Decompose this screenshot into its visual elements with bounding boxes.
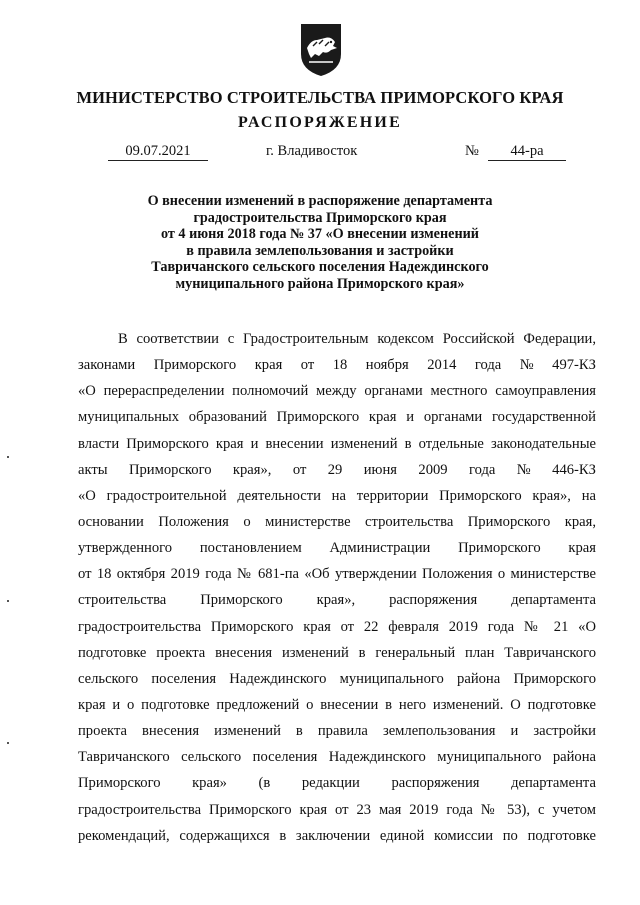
body-word: края [568, 540, 596, 557]
body-word: распоряжения [389, 592, 478, 609]
body-line [78, 457, 596, 483]
body-line-text: муниципальных образований Приморского края и органами государственной [78, 409, 596, 426]
body-line [78, 352, 596, 378]
body-word: строительства [78, 592, 167, 609]
body-line [78, 483, 596, 509]
document-body [78, 326, 596, 849]
margin-mark [7, 600, 9, 602]
body-word: 29 [327, 461, 343, 478]
body-word: края», [316, 592, 356, 609]
body-word: департамента [511, 775, 596, 792]
body-word: края [254, 357, 283, 374]
body-word: от [300, 357, 315, 374]
body-word: постановлением [199, 540, 302, 557]
body-word: и [510, 723, 519, 740]
body-line [78, 509, 596, 535]
body-word: утвержденного [78, 540, 173, 557]
body-word: № [516, 461, 531, 478]
body-line [78, 744, 596, 770]
body-word: проекта [78, 723, 127, 740]
body-line-text: градостроительства Приморского края от 23 мая 2019 года № 53), с учетом [78, 801, 596, 818]
body-word: в [295, 723, 303, 740]
body-line-text: рекомендаций, содержащихся в заключении единой комиссии по подготовке [78, 827, 596, 844]
body-line-text: Тавричанского сельского поселения Надеждинского муниципального района [78, 749, 596, 766]
body-word: края», [232, 461, 272, 478]
subject-line: градостроительства Приморского края [193, 209, 447, 226]
body-word: Приморского [200, 592, 283, 609]
body-word: законами [78, 357, 136, 374]
emblem-icon [297, 18, 345, 78]
body-word: 18 [332, 357, 348, 374]
subject-line: Тавричанского сельского поселения Надеждинского [151, 259, 489, 276]
document-city: г. Владивосток [266, 143, 358, 159]
body-line [78, 378, 596, 404]
body-line [78, 431, 596, 457]
body-word: застройки [533, 723, 596, 740]
body-line-text: градостроительства Приморского края от 22 февраля 2019 года № 21 «О [78, 618, 596, 635]
subject-line: муниципального района Приморского края» [175, 275, 465, 292]
body-line [78, 535, 596, 561]
subject-line: О внесении изменений в распоряжение департамента [147, 193, 493, 209]
body-line [78, 640, 596, 666]
body-line [78, 770, 596, 796]
body-line [78, 561, 596, 587]
body-word: акты [78, 461, 108, 478]
body-word: 446-КЗ [552, 461, 596, 478]
margin-mark [7, 456, 9, 458]
body-word: года [474, 357, 502, 374]
body-word: 2014 [427, 357, 457, 374]
margin-mark [7, 742, 9, 744]
body-word: редакции [301, 775, 360, 792]
ministry-title: МИНИСТЕРСТВО СТРОИТЕЛЬСТВА ПРИМОРСКОГО КРАЯ [76, 88, 564, 107]
body-word: Приморского [128, 461, 212, 478]
body-line-text: сельского поселения Надеждинского муниципального района Приморского [78, 670, 596, 687]
body-word: от [292, 461, 307, 478]
document-type: РАСПОРЯЖЕНИЕ [238, 114, 402, 131]
body-line-text: В соответствии с Градостроительным кодексом Российской Федерации, [118, 331, 596, 347]
body-line [78, 666, 596, 692]
body-line-text: края и о подготовке предложений о внесении в него изменений. О подготовке [78, 696, 596, 713]
number-sign: № [465, 143, 479, 159]
body-word: № [519, 357, 534, 374]
body-line-text: от 18 октября 2019 года № 681-па «Об утверждении Положения о министерстве [78, 566, 596, 583]
body-word: департамента [511, 592, 596, 609]
subject-line: от 4 июня 2018 года № 37 «О внесении изменений [161, 226, 479, 243]
body-line [78, 587, 596, 613]
body-word: правила [317, 723, 368, 740]
body-line [78, 692, 596, 718]
body-word: землепользования [382, 723, 496, 740]
body-line [78, 326, 596, 352]
body-word: изменений [214, 723, 281, 740]
body-word: (в [258, 775, 271, 792]
body-word: июня [363, 461, 397, 478]
body-line [78, 718, 596, 744]
body-line [78, 823, 596, 849]
body-word: Приморского [458, 540, 541, 557]
body-line-text: власти Приморского края и внесении изменений в отдельные законодательные [78, 435, 596, 452]
body-word: внесения [142, 723, 200, 740]
body-line-text: подготовке проекта внесения изменений в генеральный план Тавричанского [78, 644, 596, 661]
body-word: края» [192, 775, 227, 792]
body-word: Приморского [78, 775, 161, 792]
document-date: 09.07.2021 [108, 143, 208, 161]
body-word: Приморского [153, 357, 237, 374]
body-word: распоряжения [391, 775, 480, 792]
document-subject [110, 193, 530, 293]
body-line-text: «О перераспределении полномочий между органами местного самоуправления [78, 383, 596, 400]
body-word: ноября [365, 357, 409, 374]
body-line [78, 614, 596, 640]
body-line-text: «О градостроительной деятельности на территории Приморского края», на [78, 487, 596, 504]
body-word: 497-КЗ [552, 357, 596, 374]
body-word: Администрации [329, 540, 431, 557]
subject-line: в правила землепользования и застройки [186, 242, 454, 259]
body-word: 2009 [418, 461, 448, 478]
body-line [78, 404, 596, 430]
body-word: года [468, 461, 496, 478]
body-line [78, 797, 596, 823]
body-line-text: основании Положения о министерстве строительства Приморского края, [78, 513, 596, 530]
document-number: 44-ра [488, 143, 566, 161]
